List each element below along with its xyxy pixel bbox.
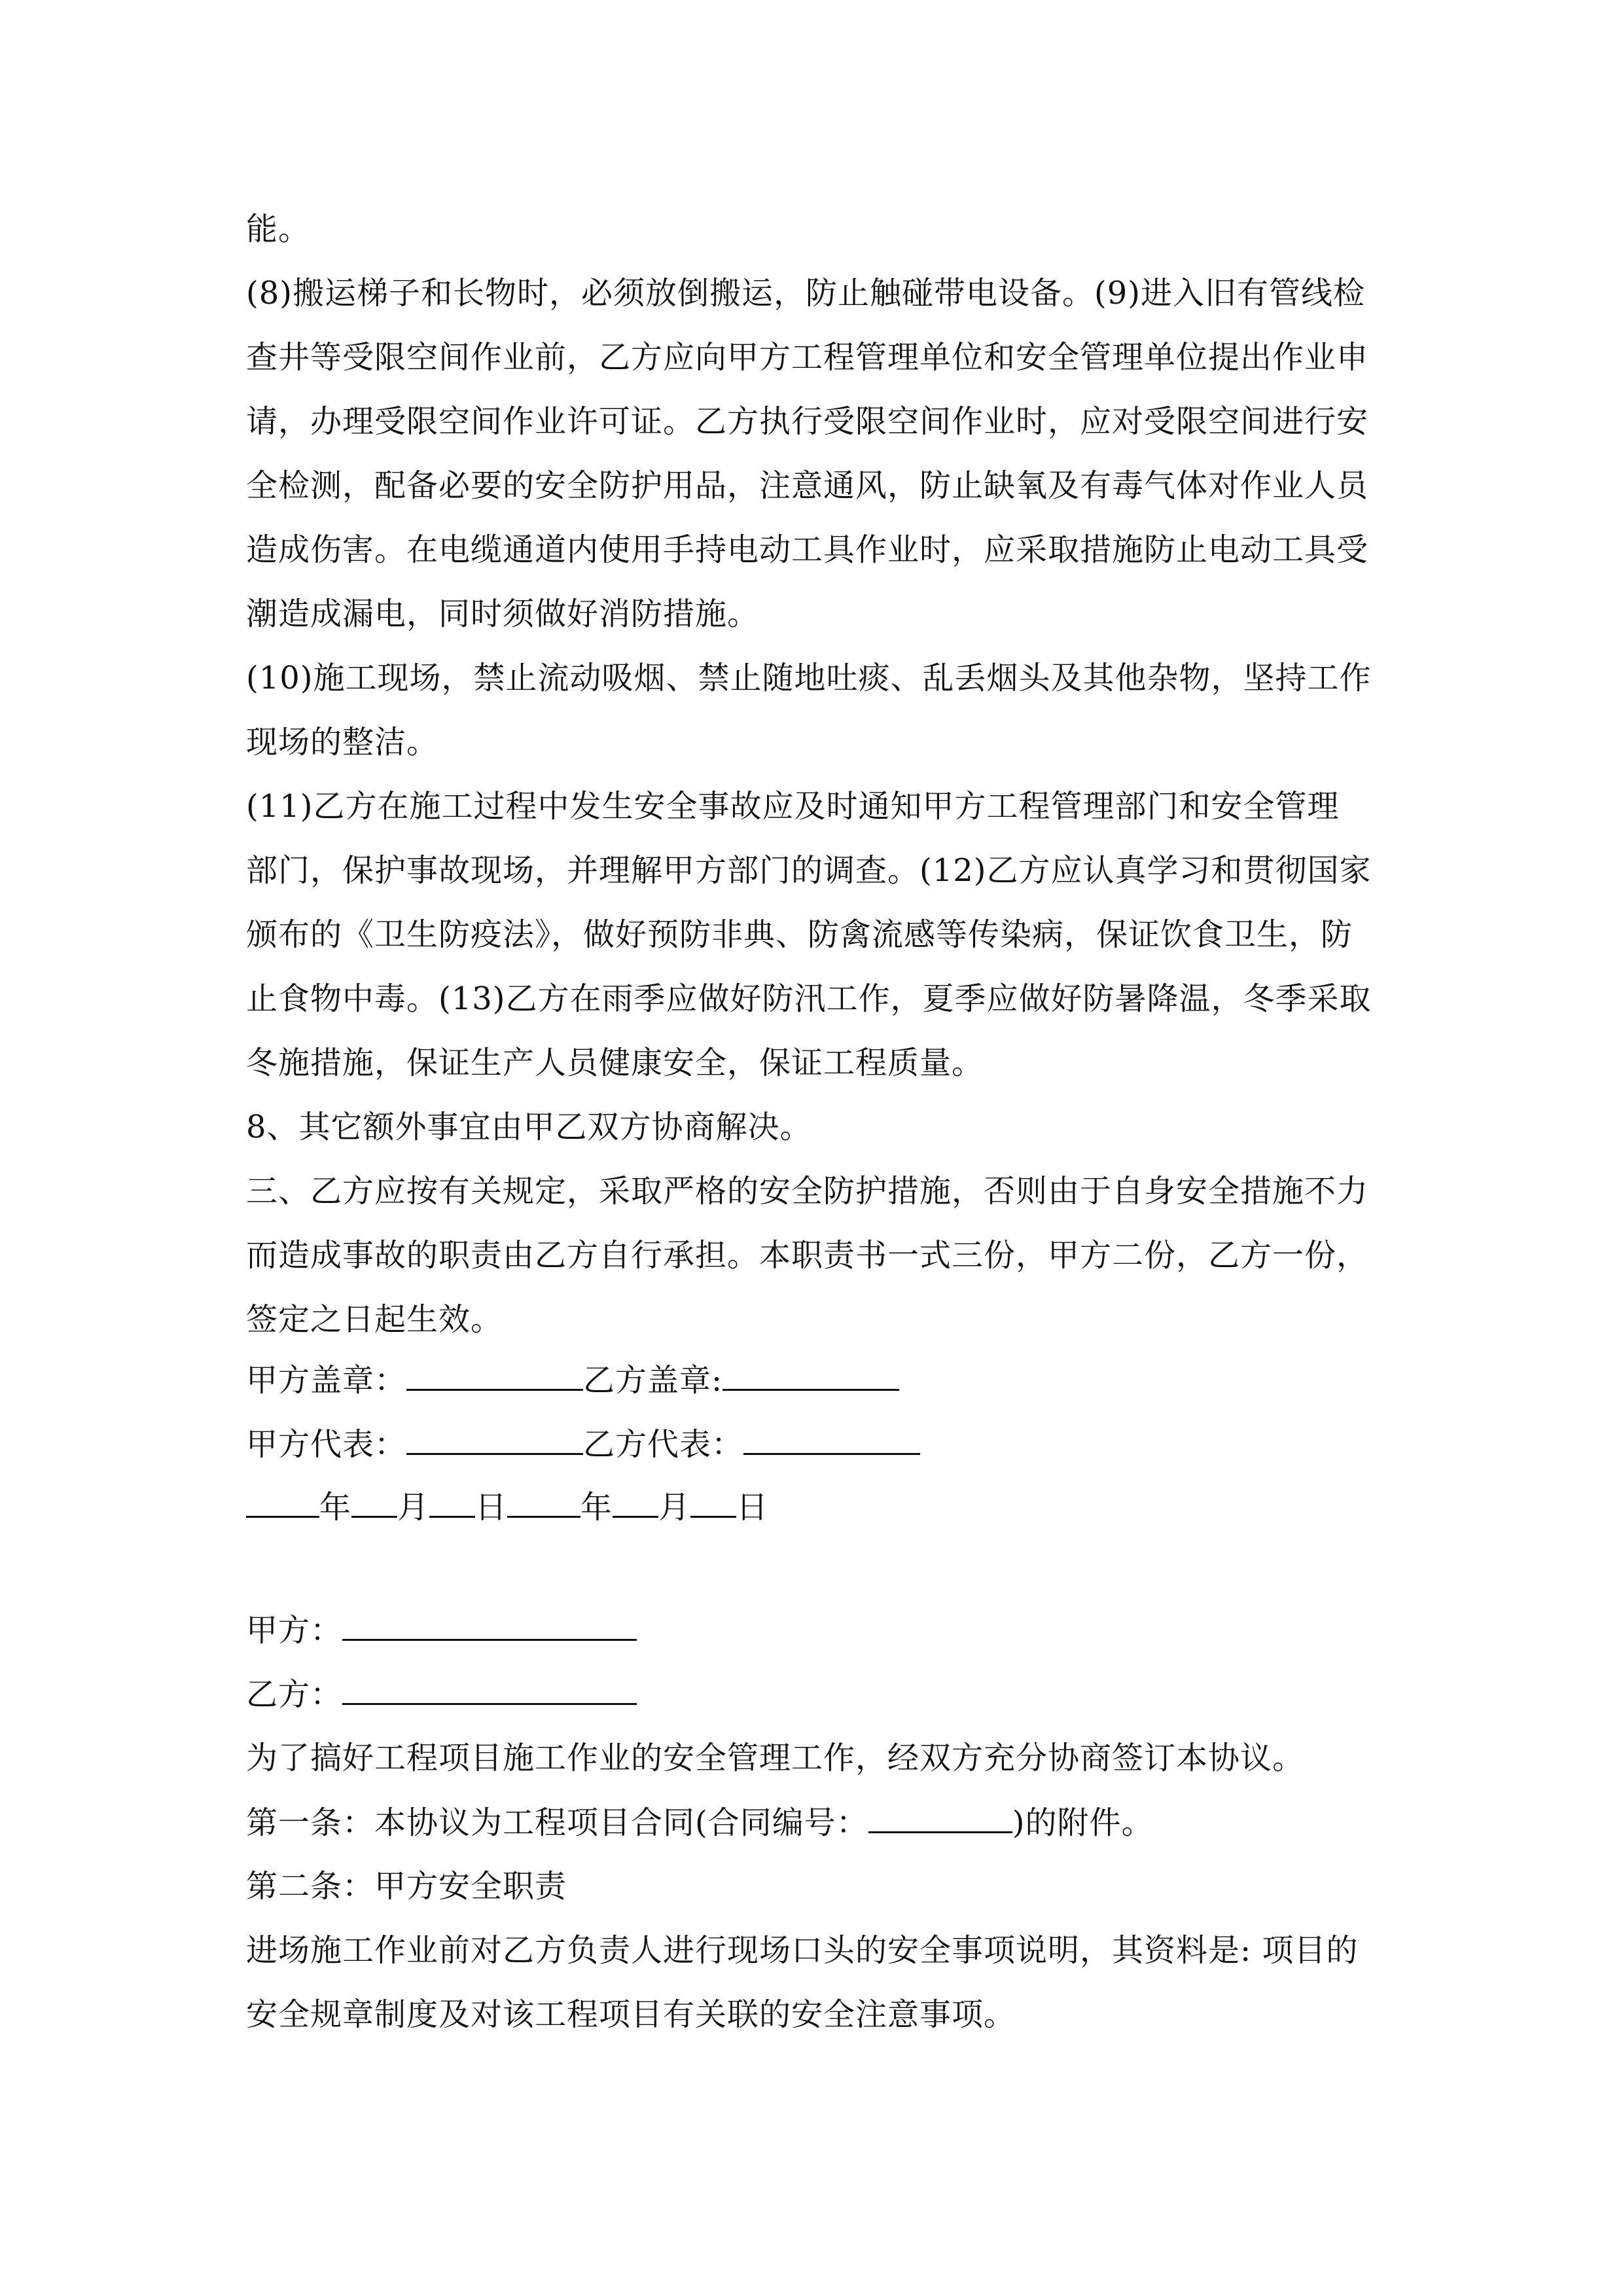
- body-line: 能。: [246, 211, 311, 247]
- agreement-intro: 为了搞好工程项目施工作业的安全管理工作，经双方充分协商签订本协议。: [246, 1740, 1305, 1776]
- day-label: 日: [736, 1489, 769, 1526]
- body-line: 止食物中毒。(13)乙方在雨季应做好防汛工作，夏季应做好防暑降温，冬季采取: [246, 980, 1372, 1017]
- party-b-row: [246, 1674, 637, 1714]
- party-a-rep-label: 甲方代表：: [246, 1426, 407, 1463]
- body-line: 全检测，配备必要的安全防护用品，注意通风，防止缺氧及有毒气体对作业人员: [246, 467, 1369, 504]
- party-a-row: [246, 1610, 637, 1650]
- party-a-seal-label: 甲方盖章：: [246, 1362, 407, 1399]
- body-line: 潮造成漏电，同时须做好消防措施。: [246, 596, 760, 632]
- party-a-label: 甲方：: [246, 1612, 343, 1649]
- contract-number-blank[interactable]: [868, 1803, 1012, 1833]
- article-1: [246, 1803, 1153, 1842]
- body-line: 签定之日起生效。: [246, 1301, 503, 1338]
- year-blank-b[interactable]: [507, 1487, 580, 1518]
- body-line: 而造成事故的职责由乙方自行承担。本职责书一式三份，甲方二份，乙方一份，: [246, 1237, 1369, 1274]
- year-label: 年: [319, 1489, 352, 1526]
- representative-row: [246, 1424, 920, 1464]
- body-line: (8)搬运梯子和长物时，必须放倒搬运，防止触碰带电设备。(9)进入旧有管线检: [246, 275, 1365, 312]
- month-label: 月: [658, 1489, 691, 1526]
- body-line: 现场的整洁。: [246, 724, 439, 761]
- body-line: 三、乙方应按有关规定，采取严格的安全防护措施，否则由于自身安全措施不力: [246, 1173, 1369, 1210]
- article-1-prefix: 第一条：本协议为工程项目合同(合同编号：: [246, 1804, 868, 1841]
- article-2-line: 安全规章制度及对该工程项目有关联的安全注意事项。: [246, 1996, 1016, 2033]
- article-1-suffix: )的附件。: [1012, 1804, 1154, 1841]
- body-line: 请，办理受限空间作业许可证。乙方执行受限空间作业时，应对受限空间进行安: [246, 403, 1369, 440]
- date-row: [246, 1487, 768, 1527]
- year-blank-a[interactable]: [246, 1487, 319, 1518]
- article-2-title: 第二条：甲方安全职责: [246, 1868, 567, 1905]
- day-label: 日: [475, 1489, 508, 1526]
- party-a-rep-blank[interactable]: [406, 1424, 583, 1455]
- month-blank-b[interactable]: [613, 1487, 658, 1518]
- party-b-rep-label: 乙方代表：: [583, 1426, 744, 1463]
- party-b-rep-blank[interactable]: [743, 1424, 920, 1455]
- article-2-line: 进场施工作业前对乙方负责人进行现场口头的安全事项说明，其资料是: 项目的: [246, 1932, 1359, 1969]
- month-blank-a[interactable]: [351, 1487, 397, 1518]
- day-blank-a[interactable]: [429, 1487, 475, 1518]
- day-blank-b[interactable]: [690, 1487, 736, 1518]
- body-line: 颁布的《卫生防疫法》，做好预防非典、防禽流感等传染病，保证饮食卫生，防: [246, 916, 1353, 953]
- body-line: 造成伤害。在电缆通道内使用手持电动工具作业时，应采取措施防止电动工具受: [246, 531, 1369, 568]
- year-label: 年: [580, 1489, 613, 1526]
- body-line: 冬施措施，保证生产人员健康安全，保证工程质量。: [246, 1045, 984, 1081]
- seal-row: [246, 1360, 899, 1400]
- month-label: 月: [397, 1489, 430, 1526]
- party-a-blank[interactable]: [342, 1610, 637, 1641]
- body-line: 部门，保护事故现场，并理解甲方部门的调查。(12)乙方应认真学习和贯彻国家: [246, 852, 1372, 889]
- party-b-blank[interactable]: [342, 1674, 637, 1705]
- party-b-label: 乙方：: [246, 1676, 343, 1713]
- body-line: (11)乙方在施工过程中发生安全事故应及时通知甲方工程管理部门和安全管理: [246, 788, 1340, 825]
- body-line: 查井等受限空间作业前，乙方应向甲方工程管理单位和安全管理单位提出作业申: [246, 339, 1369, 376]
- party-a-seal-blank[interactable]: [406, 1360, 583, 1391]
- party-b-seal-blank[interactable]: [722, 1360, 899, 1391]
- body-line: 8、其它额外事宜由甲乙双方协商解决。: [246, 1109, 812, 1145]
- party-b-seal-label: 乙方盖章:: [583, 1362, 723, 1399]
- body-line: (10)施工现场，禁止流动吸烟、禁止随地吐痰、乱丢烟头及其他杂物，坚持工作: [246, 660, 1372, 696]
